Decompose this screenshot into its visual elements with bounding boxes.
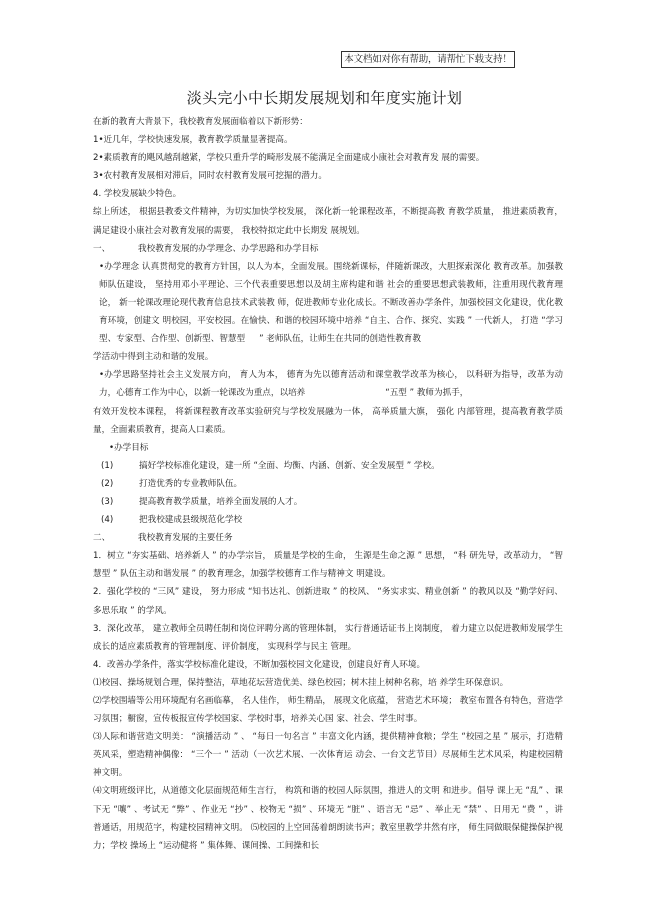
thought-continuation: 有效开发校本课程， 将新课程教育改革实验研究与学校发展融为一体， 高举质量大旗， 强化 内部管理，提高教育教学质量，全面素质教育，提高人口素质。 bbox=[93, 406, 563, 435]
thought-text: •办学思路坚持社会主义发展方向， 育人为本， 德育为先以德育活动和课堂教学改革为核心， 以科研为指导，改革为动力，心德育工作为中心，以新一轮课改为重点，以培养 bbox=[99, 370, 563, 399]
task-item: 1．树立 “夯实基础、培养新人 ” 的办学宗旨， 质量是学校的生命， 生源是生命之源 ” 思想， “科 研先导，改革动力， “智慧型 ” 队伍主动和谐发展 ” 的教育理念，加强学校德育工作与精神文 明建设。 bbox=[93, 551, 563, 580]
subtask-item: ⑶人际和谐营造文明美： “演播活动 ” 、 “每日一句名言 ” 丰富文化内涵，提供精神食粮；学生 “校园之星 ” 展示，打造精英风采，塑造精神偶像： “三个一 ” 活动（一次艺术展、一次体育运 动会、一台文艺节目）尽展师生艺术风采，构建校园精神文明。 bbox=[93, 732, 563, 779]
goal-item bbox=[93, 457, 563, 475]
thought-text-tail: “五型 ” 教师为抓手， bbox=[385, 388, 469, 399]
section-number: 二、 bbox=[93, 533, 111, 544]
summary-paragraph: 综上所述， 根据县教委文件精神，为切实加快学校发展， 深化新一轮课程改革，不断提高教 育教学质量， 推进素质教育， 满足建设小康社会对教育发展的需要， 我校特拟定此中长期发 展规划。 bbox=[93, 207, 563, 236]
goal-number: (2) bbox=[101, 478, 114, 489]
goals-label: •办学目标 bbox=[109, 442, 149, 453]
subtask-item: ⑷文明班级评比，从道德文化层面规范师生言行， 构筑和谐的校园人际氛围，推进人的文明 和进步。倡导 课上无 “乱” 、课下无 “嚷” 、考试无 “弊” 、作业无 “抄” 、校物无 “损” 、环境无 “脏” 、语言无 “忌” 、举止无 “禁” 、日用无 “费 ” ，讲普通话，用规范字，构建校园精神文明。 ⑸校园的上空回荡着朗朗读书声；教室里教学井然有序， 师生同做眼保健操保护视力；学校 操场上 “运动健将 ” 集体舞、课间操、工间操和长 bbox=[93, 786, 563, 851]
concept-continuation: 学活动中得到主动和谐的发展。 bbox=[93, 352, 214, 363]
goal-number: (4) bbox=[101, 515, 114, 526]
concept-text: •办学理念 认真贯彻党的教育方针国，以人为本，全面发展。围绕新课标，伴随新课改，大胆探索深化 教育改革。加强教师队伍建设， 坚持用邓小平理论、三个代表重要思想以及胡主席构建和谐 社会的重要思想武装教师，注重用现代教育理论， 新一轮课改理论现代教育信息技术武装教 师，促进教师专业化成长。不断改善办学条件，加强校园文化建设，优化教育环境，创建文 明校园，平安校园。在愉快、和谐的校园环境中培养 “自主、合作、探究、实践 ” 一代新人， 打造 “学习型、专家型、合作型、创新型、智慧型 bbox=[99, 261, 563, 345]
goal-number: (3) bbox=[101, 496, 114, 507]
concept-text-tail: ” 老师队伍，让师生在共同的创造性教育教 bbox=[259, 334, 421, 345]
section-number: 一、 bbox=[93, 243, 111, 254]
thought-paragraph bbox=[93, 366, 563, 402]
situation-item: 1•近几年，学校快速发展，教育教学质量显著提高。 bbox=[93, 135, 293, 146]
situation-item: 4. 学校发展缺少特色。 bbox=[93, 189, 182, 200]
goal-text: 打造优秀的专业教师队伍。 bbox=[139, 478, 243, 489]
section-heading-1 bbox=[93, 240, 563, 258]
download-banner: 本文档如对你有帮助，请帮忙下载支持！ bbox=[341, 51, 515, 68]
page-title: 淡头完小中长期发展规划和年度实施计划 bbox=[186, 89, 463, 107]
task-item: 4．改善办学条件，落实学校标准化建设，不断加强校园文化建设，创建良好育人环境。 bbox=[93, 659, 426, 670]
goal-text: 搞好学校标准化建设，建一所 “全面、均衡、内涵、创新、安全发展型 ” 学校。 bbox=[139, 460, 440, 471]
goal-text: 提高教育教学质量，培养全面发展的人才。 bbox=[139, 496, 303, 507]
goal-item bbox=[93, 493, 563, 511]
subtask-item: ⑵学校围墙等公用环境配有名画临摹， 名人佳作， 师生精品， 展现文化底蕴， 营造艺术环境； 教室布置各有特色，营造学习氛围；橱窗，宣传板报宣传学校国家、学校时事，培养关心国 家、社会、学生时事。 bbox=[93, 696, 563, 725]
task-item: 2．强化学校的 “三风” 建设， 努力形成 “知书达礼、创新进取 ” 的校风、 “务实求实、精业创新 ” 的教风以及 “勤学好问、多思乐取 ” 的学风。 bbox=[93, 587, 563, 616]
document-body bbox=[93, 113, 563, 855]
concept-paragraph bbox=[93, 258, 563, 348]
subtask-item: ⑴校园、操场规划合理，保持整洁，草地花坛营造优美、绿色校园；树木挂上树种名称，培 养学生环保意识。 bbox=[93, 677, 509, 688]
section-heading-2 bbox=[93, 529, 563, 547]
goal-item bbox=[93, 511, 563, 529]
section-title: 我校教育发展的办学理念、办学思路和办学目标 bbox=[138, 243, 319, 254]
intro-paragraph: 在新的教育大背景下，我校教育发展面临着以下新形势： bbox=[93, 117, 308, 127]
goal-number: (1) bbox=[101, 460, 114, 471]
goal-text: 把我校建成县级规范化学校 bbox=[139, 515, 243, 526]
task-item: 3．深化改革， 建立教师全员聘任制和岗位评聘分离的管理体制， 实行普通话证书上岗制度， 着力建立以促进教师发展学生成长的适应素质教育的管理制度、评价制度， 实现科学与民主 管理。 bbox=[93, 623, 563, 652]
goal-item bbox=[93, 475, 563, 493]
section-title: 我校教育发展的主要任务 bbox=[138, 533, 233, 544]
situation-item: 2•素质教育的飓风越刮越紧，学校只重升学的畸形发展不能满足全面建成小康社会对教育发 展的需要。 bbox=[93, 153, 485, 164]
situation-item: 3•农村教育发展相对滞后，同时农村教育发展可挖掘的潜力。 bbox=[93, 171, 327, 182]
